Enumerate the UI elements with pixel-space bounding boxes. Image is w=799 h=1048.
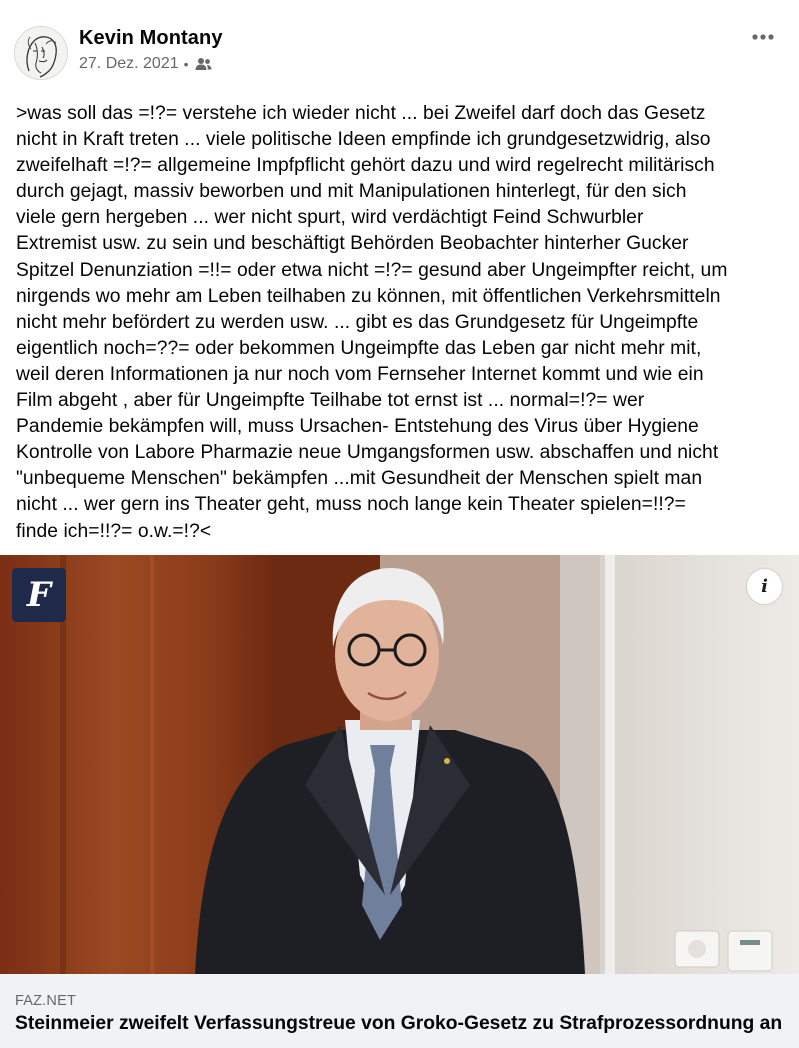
- meta-separator: •: [183, 56, 189, 72]
- faz-logo: F: [12, 568, 66, 622]
- more-options-button[interactable]: [747, 26, 779, 48]
- article-photo: [0, 555, 799, 974]
- post-header: [0, 0, 799, 96]
- link-preview-card[interactable]: [0, 555, 799, 1048]
- author-name[interactable]: Kevin Montany: [79, 27, 223, 49]
- post-date[interactable]: 27. Dez. 2021: [79, 55, 179, 72]
- link-domain: FAZ.NET: [15, 993, 77, 1009]
- author-avatar[interactable]: [14, 26, 68, 80]
- more-options-icon: [752, 34, 774, 40]
- sketch-portrait-icon: [15, 27, 68, 80]
- post-text: >was soll das =!?= verstehe ich wieder nicht ... bei Zweifel darf doch das Gesetz nicht in Kraft treten ... viele politische Ideen empfinde ich grundgesetzwidrig, also zweifelhaft =!?= allgemeine Impfpflicht gehört dazu und wird regelrecht militärisch durch gejagt, massiv beworben und mit Manipulationen hinterlegt, für den sich viele gern hergeben ... wer nicht spurt, wird verdächtigt Feind Schwurbler Extremist usw. zu sein und beschäftigt Behörden Beobachter hinterher Gucker Spitzel Denunziation =!!= oder etwa nicht =!?= gesund aber Ungeimpfter reicht, um nirgends wo mehr am Leben teilhaben zu können, mit öffentlichen Verkehrsmitteln nicht mehr befördert zu werden usw. ... gibt es das Grundgesetz für Ungeimpfte eigentlich noch=??= oder bekommen Ungeimpfte das Leben gar nicht mehr mit, weil deren Informationen ja nur noch vom Fernseher Internet kommt und wie ein Film abgeht , aber für Ungeimpfte Teilhabe tot ernst ist ... normal=!?= wer Pandemie bekämpfen will, muss Ursachen- Entstehung des Virus über Hygiene Kontrolle von Labore Pharmazie neue Umgangsformen usw. abschaffen und nicht "unbequeme Menschen" bekämpfen ...mit Gesundheit der Menschen spielt man nicht ... wer gern ins Theater geht, muss noch lange kein Theater spielen=!!?= finde ich=!!?= o.w.=!?<: [16, 103, 728, 542]
- info-button[interactable]: i: [747, 569, 782, 604]
- link-title[interactable]: Steinmeier zweifelt Verfassungstreue von Groko-Gesetz zu Strafprozessordnung an: [15, 1013, 783, 1034]
- friends-icon[interactable]: [195, 57, 212, 71]
- article-image[interactable]: [0, 555, 799, 974]
- link-footer[interactable]: [0, 974, 799, 1048]
- post-meta: [79, 55, 212, 73]
